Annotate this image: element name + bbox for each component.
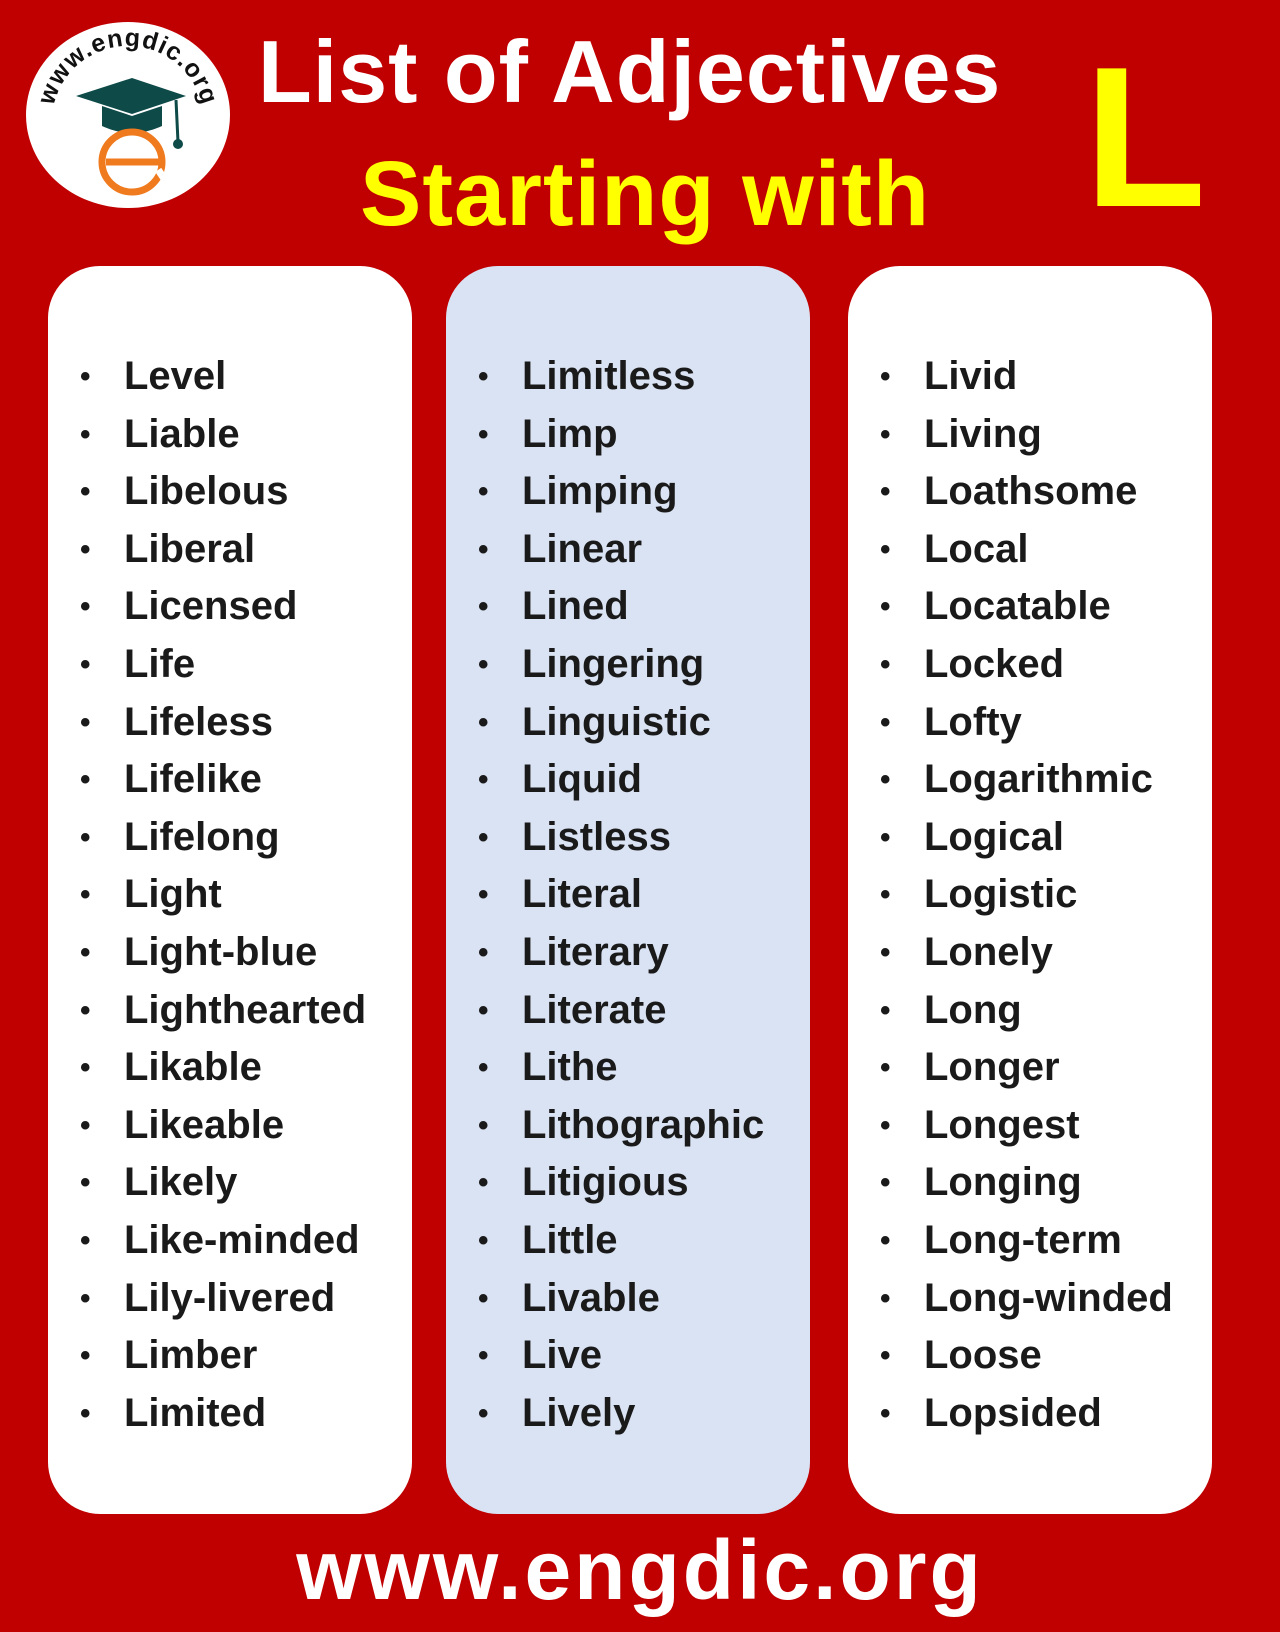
bullet-icon: • [880,647,891,681]
bullet-icon: • [880,1166,891,1200]
word-text: Likely [124,1160,238,1205]
word-text: Lifelong [124,814,280,859]
list-item [880,924,1173,982]
list-item [880,751,1173,809]
list-item [80,1097,366,1155]
word-text: Limitless [522,354,696,398]
list-item [80,636,366,694]
word-column-1 [48,266,412,1514]
bullet-icon: • [478,993,489,1027]
bullet-icon: • [478,1166,489,1200]
word-text: Licensed [124,584,298,629]
word-text: Longest [924,1102,1080,1147]
bullet-icon: • [880,417,891,451]
list-item [80,1212,366,1270]
bullet-icon: • [80,993,91,1027]
word-text: Long-winded [924,1275,1173,1320]
bullet-icon: • [478,1396,489,1430]
bullet-icon: • [880,878,891,912]
bullet-icon: • [880,1223,891,1257]
word-text: Lofty [924,699,1022,744]
list-item [478,1270,764,1328]
bullet-icon: • [880,935,891,969]
word-column-2 [446,266,810,1514]
bullet-icon: • [880,763,891,797]
list-item [80,463,366,521]
list-item [80,694,366,752]
bullet-icon: • [880,993,891,1027]
list-item [80,1039,366,1097]
list-item [478,578,764,636]
list-item [478,751,764,809]
list-item [478,694,764,752]
word-text: Limber [124,1333,258,1378]
bullet-icon: • [880,705,891,739]
word-text: Litigious [522,1160,689,1205]
bullet-icon: • [880,532,891,566]
bullet-icon: • [80,1108,91,1142]
list-item [80,751,366,809]
title-line-1: List of Adjectives [258,22,1002,121]
bullet-icon: • [478,590,489,624]
list-item [478,521,764,579]
bullet-icon: • [880,590,891,624]
list-item [478,924,764,982]
list-item [478,348,764,406]
word-text: Limited [124,1390,267,1435]
bullet-icon: • [880,1396,891,1430]
list-item [880,578,1173,636]
word-text: Limping [522,469,678,514]
bullet-icon: • [80,878,91,912]
bullet-icon: • [80,647,91,681]
list-item [880,694,1173,752]
word-text: Logical [924,814,1065,859]
bullet-icon: • [478,1108,489,1142]
word-text: Level [124,354,227,398]
footer-url: www.engdic.org [296,1523,984,1617]
list-item [80,1327,366,1385]
word-text: Liquid [522,757,642,802]
word-text: Libelous [124,469,289,514]
bullet-icon: • [80,475,91,509]
word-text: Light-blue [124,929,318,974]
word-text: Likeable [124,1102,285,1147]
word-text: Light [124,872,222,917]
list-item [880,463,1173,521]
list-item [478,1327,764,1385]
bullet-icon: • [880,475,891,509]
bullet-icon: • [880,360,891,393]
word-text: Locked [924,641,1065,686]
featured-letter: L [1084,26,1207,249]
bullet-icon: • [80,1281,91,1315]
word-text: Literary [522,929,669,974]
word-text: Lively [522,1390,636,1435]
word-text: Like-minded [124,1217,360,1262]
bullet-icon: • [80,1051,91,1085]
bullet-icon: • [80,360,91,393]
bullet-icon: • [880,1108,891,1142]
list-item [880,1154,1173,1212]
graduation-cap-e-icon [26,22,230,208]
bullet-icon: • [80,417,91,451]
list-item [478,1385,764,1443]
word-text: Lifelike [124,757,262,802]
bullet-icon: • [478,1223,489,1257]
list-item [80,1270,366,1328]
word-text: Lifeless [124,699,273,744]
list-item [478,1154,764,1212]
word-list [80,348,367,1442]
bullet-icon: • [880,1051,891,1085]
bullet-icon: • [80,935,91,969]
list-item [478,1039,764,1097]
list-item [478,866,764,924]
word-text: Limp [522,411,618,456]
bullet-icon: • [80,1223,91,1257]
list-item [478,982,764,1040]
word-text: Lithographic [522,1102,765,1147]
logo-text: www.engdic.org [32,23,224,108]
bullet-icon: • [478,360,489,393]
bullet-icon: • [478,878,489,912]
list-item [80,348,366,406]
bullet-icon: • [80,590,91,624]
word-text: Lopsided [924,1390,1102,1435]
word-text: Liberal [124,526,256,571]
word-text: Livid [924,354,1018,398]
word-text: Loathsome [924,469,1138,514]
word-text: Living [924,411,1042,456]
bullet-icon: • [880,820,891,854]
list-item [880,1097,1173,1155]
list-item [80,406,366,464]
word-text: Long-term [924,1217,1122,1262]
list-item [880,866,1173,924]
bullet-icon: • [80,1166,91,1200]
word-text: Linear [522,526,643,571]
bullet-icon: • [478,763,489,797]
bullet-icon: • [80,1339,91,1373]
word-text: Liable [124,411,240,456]
word-text: Lighthearted [124,987,367,1032]
list-item [478,463,764,521]
word-text: Lithe [522,1045,618,1090]
bullet-icon: • [80,705,91,739]
list-item [880,982,1173,1040]
list-item [478,636,764,694]
list-item [80,521,366,579]
word-text: Loose [924,1333,1042,1378]
list-item [880,521,1173,579]
title-line-2: Starting with [360,143,931,245]
list-item [80,809,366,867]
bullet-icon: • [478,1339,489,1373]
bullet-icon: • [478,935,489,969]
word-list [478,348,765,1442]
word-text: Listless [522,814,671,859]
word-text: Little [522,1217,618,1262]
bullet-icon: • [80,763,91,797]
list-item [478,809,764,867]
list-item [880,809,1173,867]
list-item [478,406,764,464]
bullet-icon: • [80,820,91,854]
word-text: Longing [924,1160,1082,1205]
bullet-icon: • [880,1281,891,1315]
site-logo [26,22,230,208]
list-item [80,924,366,982]
bullet-icon: • [80,532,91,566]
bullet-icon: • [478,532,489,566]
word-text: Local [924,526,1029,571]
list-item [80,1154,366,1212]
word-text: Linguistic [522,699,711,744]
list-item [880,636,1173,694]
word-column-3 [848,266,1212,1514]
bullet-icon: • [478,1051,489,1085]
word-text: Lined [522,584,629,629]
word-text: Livable [522,1275,660,1320]
list-item [880,348,1173,406]
bullet-icon: • [478,820,489,854]
list-item [880,1212,1173,1270]
word-text: Logarithmic [924,757,1153,802]
list-item [880,1327,1173,1385]
list-item [80,866,366,924]
word-text: Life [124,641,196,686]
list-item [478,1097,765,1155]
word-text: Locatable [924,584,1111,629]
list-item [880,1039,1173,1097]
word-text: Live [522,1333,603,1378]
list-item [80,578,366,636]
word-text: Lingering [522,641,705,686]
list-item [880,1270,1173,1328]
word-text: Lonely [924,929,1053,974]
word-text: Likable [124,1045,262,1090]
list-item [880,406,1173,464]
word-list [880,348,1173,1442]
list-item [80,1385,366,1443]
word-text: Literate [522,987,667,1032]
bullet-icon: • [478,475,489,509]
list-item [478,1212,764,1270]
bullet-icon: • [478,417,489,451]
word-text: Long [924,987,1022,1032]
word-text: Longer [924,1045,1060,1090]
bullet-icon: • [478,705,489,739]
word-text: Logistic [924,872,1078,917]
bullet-icon: • [880,1339,891,1373]
word-text: Literal [522,872,643,917]
list-item [880,1385,1173,1443]
bullet-icon: • [80,1396,91,1430]
bullet-icon: • [478,647,489,681]
list-item [80,982,367,1040]
word-text: Lily-livered [124,1275,336,1320]
bullet-icon: • [478,1281,489,1315]
